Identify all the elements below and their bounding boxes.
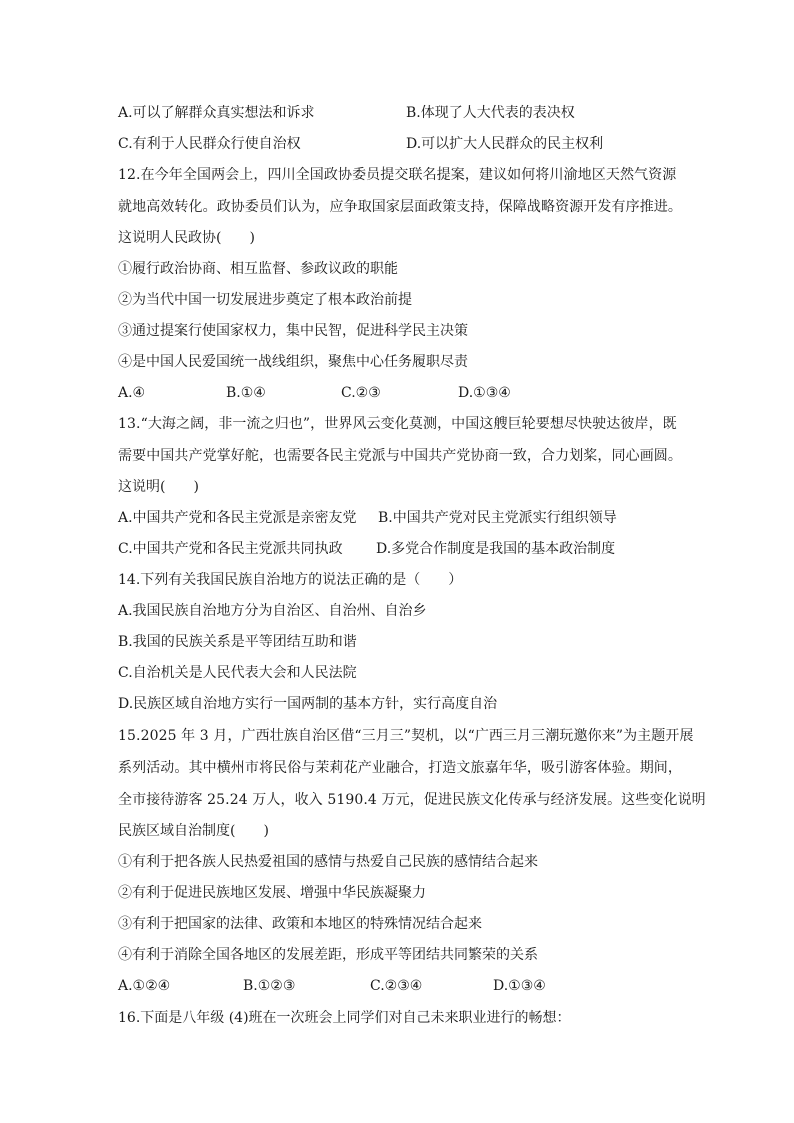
q15-stem-line-1: 15.2025 年 3 月，广西壮族自治区借“三月三”契机，以“广西三月三潮玩邀你来”为主题开展 — [118, 728, 694, 744]
q13-option-b[interactable]: B.中国共产党对民主党派实行组织领导 — [378, 510, 617, 526]
q12-option-d[interactable]: D.①③④ — [458, 385, 511, 401]
q15-option-c[interactable]: C.②③④ — [370, 978, 423, 994]
q15-stem-line-3: 全市接待游客 25.24 万人，收入 5190.4 万元，促进民族文化传承与经济发展。这些变化说明 — [118, 792, 706, 808]
q12-option-a[interactable]: A.④ — [118, 385, 146, 401]
q14-option-d[interactable]: D.民族区域自治地方实行一国两制的基本方针，实行高度自治 — [118, 696, 498, 712]
q12-item-3: ③通过提案行使国家权力，集中民智，促进科学民主决策 — [118, 323, 468, 339]
q12-option-b[interactable]: B.①④ — [226, 385, 266, 401]
q11-option-c[interactable]: C.有利于人民群众行使自治权 — [118, 136, 301, 152]
q12-item-4: ④是中国人民爱国统一战线组织，聚焦中心任务履职尽责 — [118, 354, 468, 370]
q13-option-d[interactable]: D.多党合作制度是我国的基本政治制度 — [376, 541, 616, 557]
q15-item-3: ③有利于把国家的法律、政策和本地区的特殊情况结合起来 — [118, 916, 482, 932]
q15-item-4: ④有利于消除全国各地区的发展差距，形成平等团结共同繁荣的关系 — [118, 947, 538, 963]
q11-option-a[interactable]: A.可以了解群众真实想法和诉求 — [118, 105, 315, 121]
q13-option-c[interactable]: C.中国共产党和各民主党派共同执政 — [118, 541, 343, 557]
q14-stem: 14.下列有关我国民族自治地方的说法正确的是（ ） — [118, 572, 463, 588]
q14-option-a[interactable]: A.我国民族自治地方分为自治区、自治州、自治乡 — [118, 603, 427, 619]
q13-stem-line-2: 需要中国共产党掌好舵，也需要各民主党派与中国共产党协商一致，合力划桨，同心画圆。 — [118, 448, 682, 464]
q12-stem-line-3: 这说明人民政协( ) — [118, 230, 255, 246]
q15-option-d[interactable]: D.①③④ — [493, 978, 546, 994]
q12-stem-line-1: 12.在今年全国两会上，四川全国政协委员提交联名提案，建议如何将川渝地区天然气资源 — [118, 167, 677, 183]
q12-option-c[interactable]: C.②③ — [341, 385, 381, 401]
q11-option-d[interactable]: D.可以扩大人民群众的民主权利 — [406, 136, 604, 152]
q12-item-2: ②为当代中国一切发展进步奠定了根本政治前提 — [118, 292, 412, 308]
q12-stem-line-2: 就地高效转化。政协委员们认为，应争取国家层面政策支持，保障战略资源开发有序推进。 — [118, 199, 682, 215]
q13-stem-line-3: 这说明( ) — [118, 479, 199, 495]
q13-option-a[interactable]: A.中国共产党和各民主党派是亲密友党 — [118, 510, 357, 526]
q11-option-b[interactable]: B.体现了人大代表的表决权 — [406, 105, 575, 121]
q15-item-1: ①有利于把各族人民热爱祖国的感情与热爱自己民族的感情结合起来 — [118, 854, 538, 870]
q15-option-b[interactable]: B.①②③ — [243, 978, 296, 994]
q13-stem-line-1: 13.“大海之阔，非一流之归也”，世界风云变化莫测，中国这艘巨轮要想尽快驶达彼岸，既 — [118, 416, 677, 432]
q14-option-b[interactable]: B.我国的民族关系是平等团结互助和谐 — [118, 634, 357, 650]
q12-item-1: ①履行政治协商、相互监督、参政议政的职能 — [118, 261, 398, 277]
q15-stem-line-4: 民族区域自治制度( ) — [118, 823, 269, 839]
q14-option-c[interactable]: C.自治机关是人民代表大会和人民法院 — [118, 665, 357, 681]
q15-stem-line-2: 系列活动。其中横州市将民俗与茉莉花产业融合，打造文旅嘉年华，吸引游客体验。期间， — [118, 760, 682, 776]
q16-stem: 16.下面是八年级 (4)班在一次班会上同学们对自己未来职业进行的畅想： — [118, 1010, 571, 1026]
q15-option-a[interactable]: A.①②④ — [118, 978, 171, 994]
q15-item-2: ②有利于促进民族地区发展、增强中华民族凝聚力 — [118, 885, 426, 901]
